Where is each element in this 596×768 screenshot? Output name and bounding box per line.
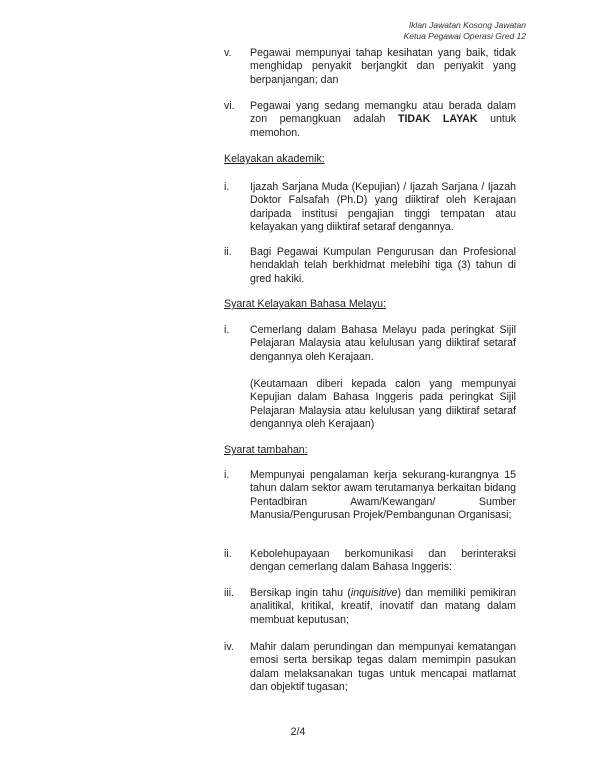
item-v-text: Pegawai mempunyai tahap kesihatan yang baik, tidak menghidap penyakit berjangkit dan penyakit yang berpanjangan; dan	[250, 47, 516, 86]
header-title: Iklan Jawatan Kosong Jawatan	[408, 20, 526, 30]
header-subtitle: Ketua Pegawai Operasi Gred 12	[403, 31, 526, 41]
inquisitive-text: inquisitive	[350, 587, 398, 599]
malay-note: (Keutamaan diberi kepada calon yang mempunyai Kepujian dalam Bahasa Inggeris pada peringkat Sijil Pelajaran Malaysia atau kelulusan yang diiktiraf setaraf dengannya oleh Kerajaan)	[250, 378, 516, 431]
academic-i-text: Ijazah Sarjana Muda (Kepujian) / Ijazah Sarjana / Ijazah Doktor Falsafah (Ph.D) yang diiktiraf oleh Kerajaan daripada institusi pengajian tinggi tempatan atau kelayakan yang diiktiraf setaraf dengannya.	[250, 181, 516, 234]
academic-heading: Kelayakan akademik:	[224, 153, 325, 165]
academic-ii-text: Bagi Pegawai Kumpulan Pengurusan dan Profesional hendaklah telah berkhidmat melebihi tiga (3) tahun di gred hakiki.	[250, 246, 516, 285]
item-vi-text: Pegawai yang sedang memangku atau berada dalam zon pemangkuan adalah TIDAK LAYAK untuk memohon.	[250, 100, 517, 139]
additional-ii-number: ii.	[224, 548, 232, 560]
additional-ii-text: Kebolehupayaan berkomunikasi dan berinteraksi dengan cemerlang dalam Bahasa Inggeris:	[250, 548, 516, 574]
page-number: 2/4	[290, 726, 306, 738]
additional-iii-text: Bersikap ingin tahu (inquisitive) dan memiliki pemikiran analitikal, kritikal, kreatif, inovatif dan matang dalam membuat keputusan;	[250, 587, 516, 626]
malay-i-number: i.	[224, 324, 230, 336]
academic-i-number: i.	[224, 181, 230, 193]
additional-iv-text: Mahir dalam perundingan dan mempunyai kematangan emosi serta bersikap tegas dalam memimpin pasukan dalam melaksanakan tugas untuk mencapai matlamat dan objektif tugasan;	[250, 641, 516, 694]
not-eligible-text: TIDAK LAYAK	[397, 113, 478, 126]
additional-heading: Syarat tambahan:	[224, 444, 308, 456]
additional-i-number: i.	[224, 469, 230, 481]
additional-iv-number: iv.	[224, 641, 234, 653]
additional-i-text: Mempunyai pengalaman kerja sekurang-kurangnya 15 tahun dalam sektor awam terutamanya berkaitan bidang Pentadbiran Awam/Kewangan/ Sumber Manusia/Pengurusan Projek/Pembangunan Organisasi;	[250, 469, 516, 522]
malay-i-text: Cemerlang dalam Bahasa Melayu pada peringkat Sijil Pelajaran Malaysia atau kelulusan yang diiktiraf setaraf dengannya oleh Kerajaan.	[250, 324, 516, 363]
academic-ii-number: ii.	[224, 246, 232, 258]
item-vi-number: vi.	[224, 100, 235, 112]
item-v-number: v.	[224, 47, 232, 59]
malay-heading: Syarat Kelayakan Bahasa Melayu:	[224, 298, 386, 310]
additional-iii-number: iii.	[224, 587, 235, 599]
